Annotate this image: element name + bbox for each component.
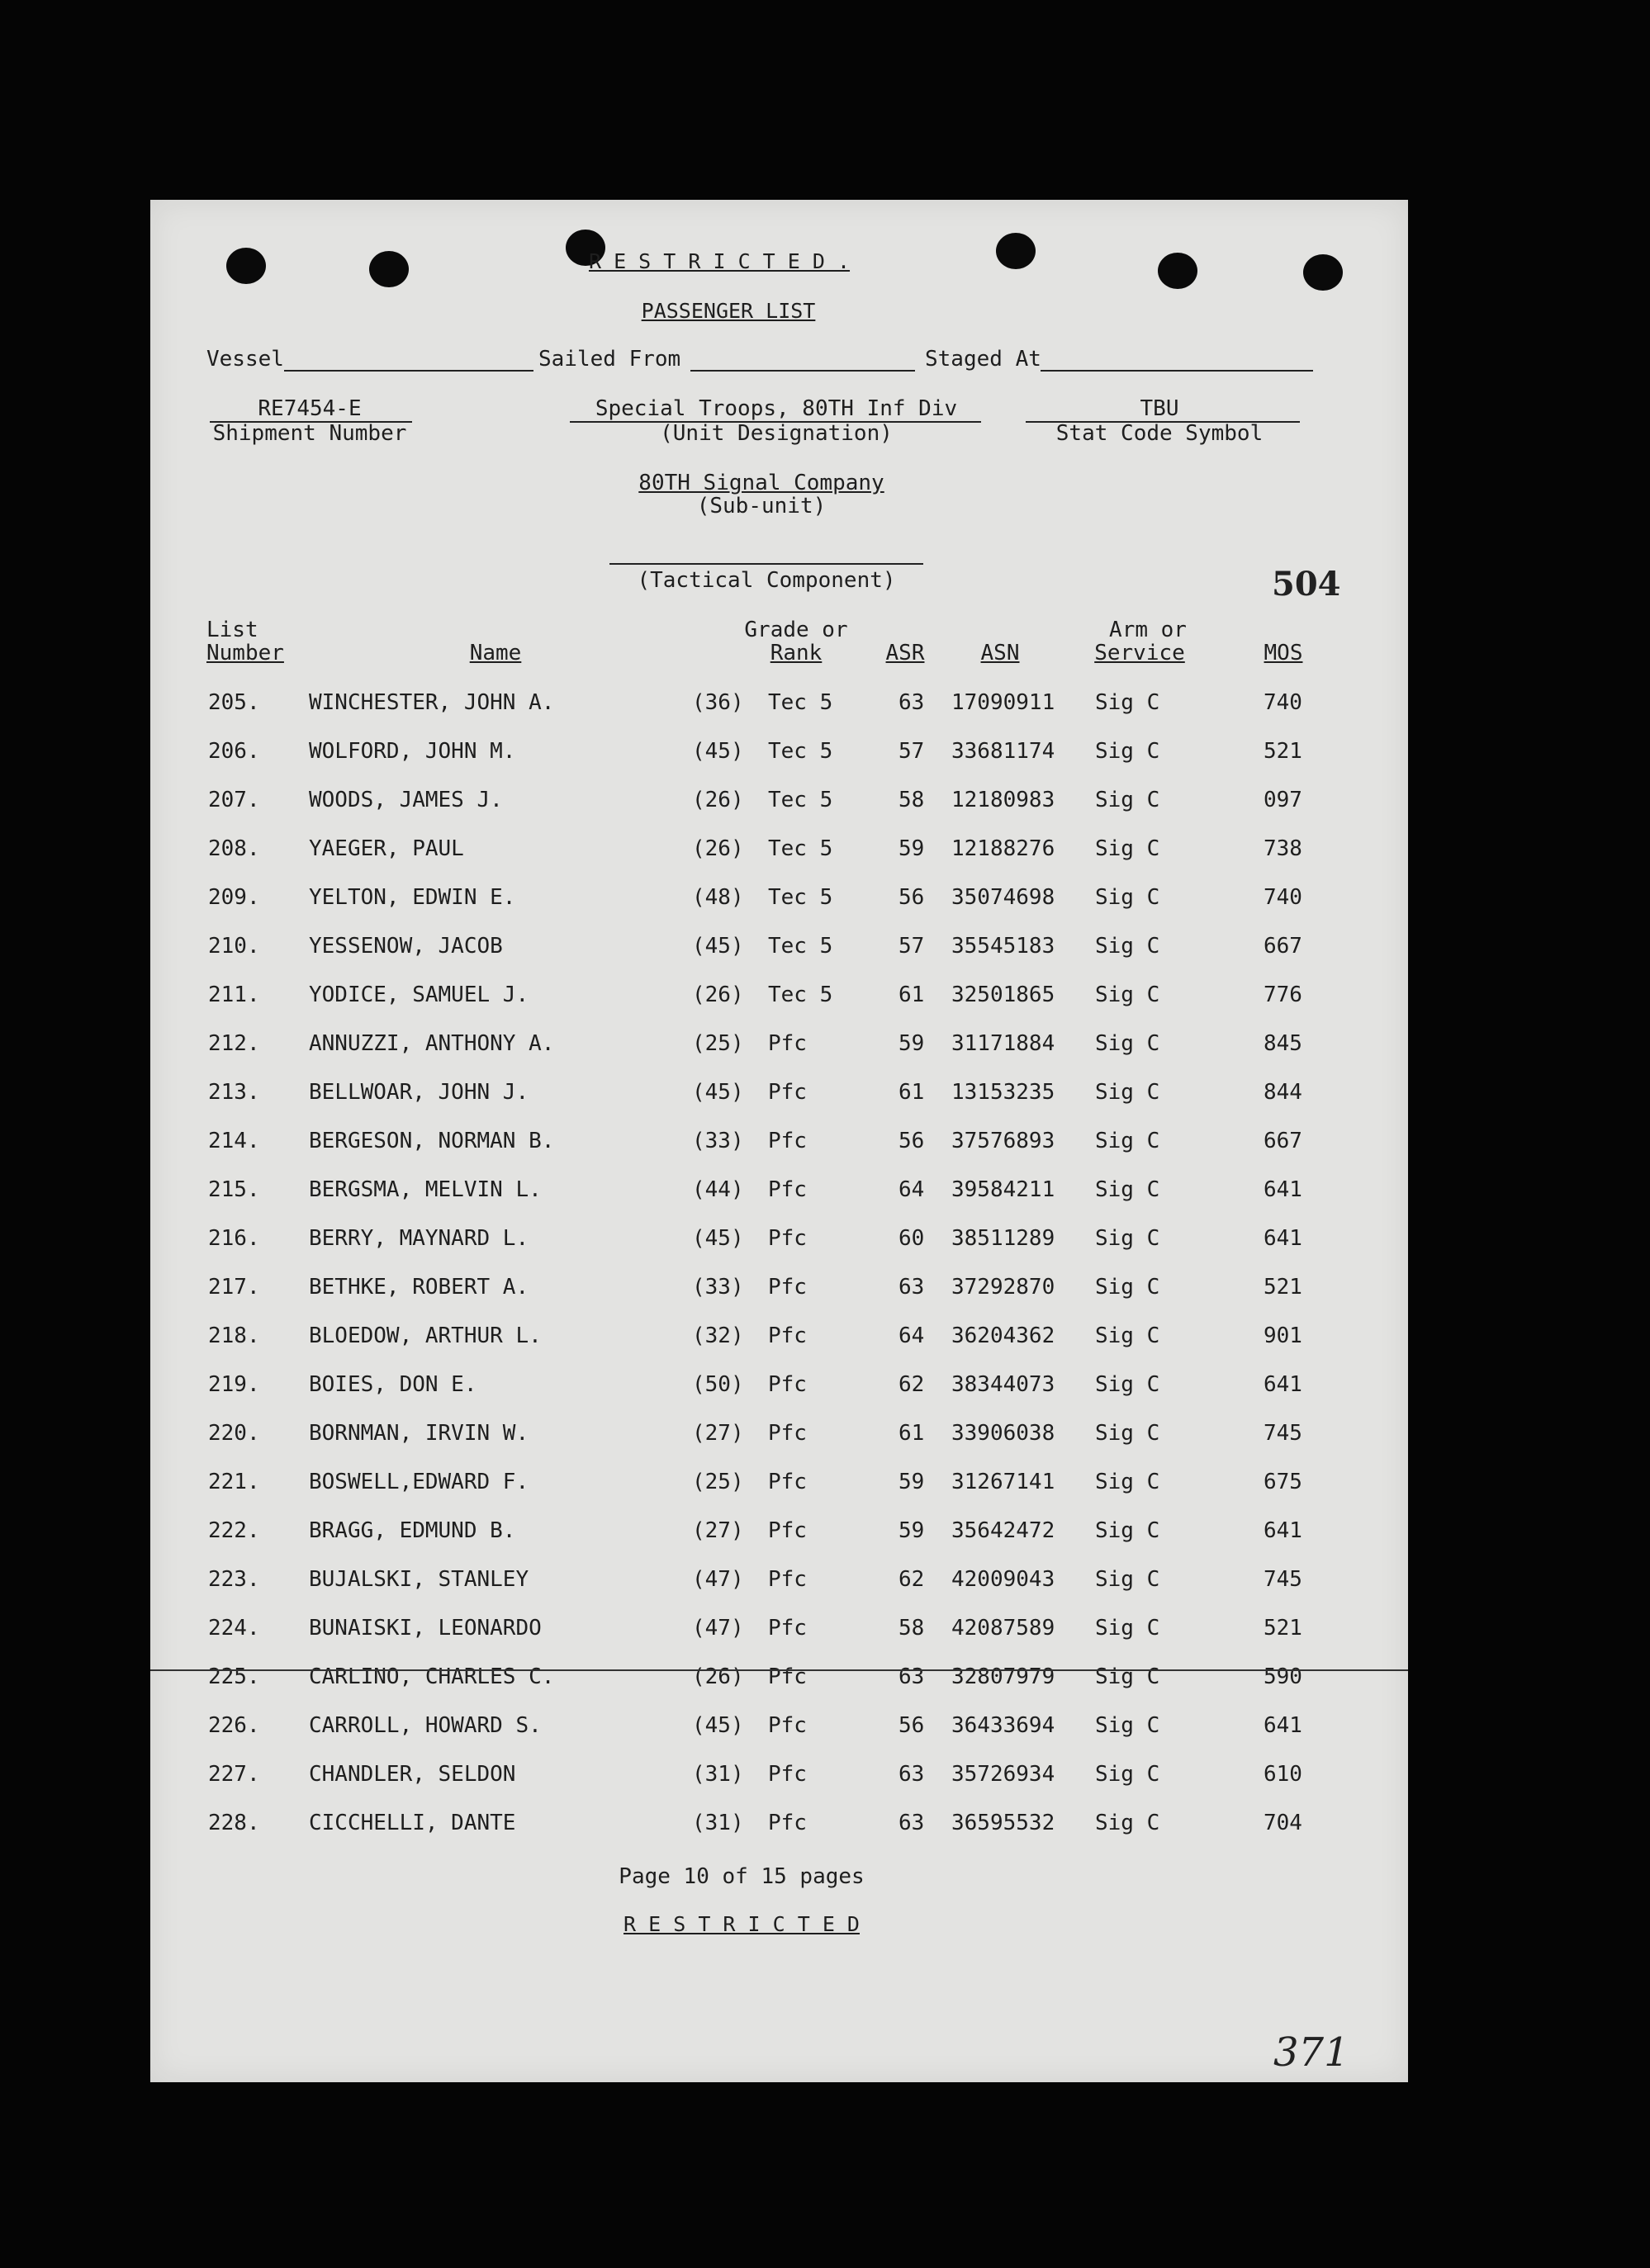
asr: 63 xyxy=(898,1762,925,1787)
passenger-name: WINCHESTER, JOHN A. xyxy=(309,690,555,715)
age: (26) xyxy=(692,836,744,861)
table-row xyxy=(150,934,1408,967)
table-row xyxy=(150,1080,1408,1113)
rank: Pfc xyxy=(768,1031,807,1056)
passenger-name: BERGESON, NORMAN B. xyxy=(309,1129,555,1153)
table-row xyxy=(150,1762,1408,1795)
mos: 901 xyxy=(1264,1323,1302,1348)
list-number: 224. xyxy=(208,1616,260,1641)
asr: 59 xyxy=(898,1518,925,1543)
service: Sig C xyxy=(1095,1129,1160,1153)
passenger-name: CARLINO, CHARLES C. xyxy=(309,1664,555,1689)
table-row xyxy=(150,1811,1408,1844)
mos: 776 xyxy=(1264,982,1302,1007)
asn: 37576893 xyxy=(951,1129,1055,1153)
mos: 590 xyxy=(1264,1664,1302,1689)
age: (44) xyxy=(692,1177,744,1202)
list-number: 214. xyxy=(208,1129,260,1153)
passenger-name: BUNAISKI, LEONARDO xyxy=(309,1616,542,1641)
staged-at-label: Staged At xyxy=(925,347,1041,372)
col-asr: ASR xyxy=(885,641,925,665)
asn: 12188276 xyxy=(951,836,1055,861)
table-row xyxy=(150,1518,1408,1551)
asr: 57 xyxy=(898,739,925,764)
rank: Pfc xyxy=(768,1518,807,1543)
col-grade-2: Rank xyxy=(770,641,823,665)
handwritten-page-number: 371 xyxy=(1273,2029,1349,2076)
passenger-name: YESSENOW, JACOB xyxy=(309,934,503,959)
passenger-name: ANNUZZI, ANTHONY A. xyxy=(309,1031,555,1056)
asn: 17090911 xyxy=(951,690,1055,715)
age: (50) xyxy=(692,1372,744,1397)
asr: 58 xyxy=(898,1616,925,1641)
stat-code-label: Stat Code Symbol xyxy=(1055,421,1264,446)
asr: 56 xyxy=(898,885,925,910)
mos: 641 xyxy=(1264,1177,1302,1202)
asn: 32501865 xyxy=(951,982,1055,1007)
age: (45) xyxy=(692,1713,744,1738)
table-row xyxy=(150,690,1408,723)
service: Sig C xyxy=(1095,1421,1160,1446)
asn: 31171884 xyxy=(951,1031,1055,1056)
asr: 64 xyxy=(898,1177,925,1202)
asn: 13153235 xyxy=(951,1080,1055,1105)
mos: 845 xyxy=(1264,1031,1302,1056)
stat-code: TBU xyxy=(1140,396,1179,421)
asn: 12180983 xyxy=(951,788,1055,812)
age: (45) xyxy=(692,1226,744,1251)
asn: 38511289 xyxy=(951,1226,1055,1251)
asn: 35545183 xyxy=(951,934,1055,959)
list-number: 213. xyxy=(208,1080,260,1105)
mos: 675 xyxy=(1264,1470,1302,1494)
rank: Pfc xyxy=(768,1616,807,1641)
rank: Pfc xyxy=(768,1129,807,1153)
rank: Tec 5 xyxy=(768,982,833,1007)
asr: 63 xyxy=(898,1275,925,1300)
age: (27) xyxy=(692,1518,744,1543)
sailed-from-line xyxy=(690,370,915,372)
asr: 62 xyxy=(898,1567,925,1592)
mos: 641 xyxy=(1264,1372,1302,1397)
asn: 31267141 xyxy=(951,1470,1055,1494)
passenger-name: BUJALSKI, STANLEY xyxy=(309,1567,529,1592)
list-number: 217. xyxy=(208,1275,260,1300)
passenger-name: YODICE, SAMUEL J. xyxy=(309,982,529,1007)
service: Sig C xyxy=(1095,690,1160,715)
table-row xyxy=(150,1323,1408,1357)
punch-hole xyxy=(369,251,409,287)
list-number: 221. xyxy=(208,1470,260,1494)
asn: 36204362 xyxy=(951,1323,1055,1348)
col-mos: MOS xyxy=(1264,641,1303,665)
asr: 61 xyxy=(898,982,925,1007)
punch-hole xyxy=(1158,253,1197,289)
page-count: Page 10 of 15 pages xyxy=(619,1864,865,1889)
passenger-name: BRAGG, EDMUND B. xyxy=(309,1518,516,1543)
asn: 39584211 xyxy=(951,1177,1055,1202)
age: (26) xyxy=(692,982,744,1007)
rank: Pfc xyxy=(768,1664,807,1689)
rank: Tec 5 xyxy=(768,836,833,861)
sub-unit: 80TH Signal Company xyxy=(638,471,884,495)
age: (33) xyxy=(692,1129,744,1153)
age: (45) xyxy=(692,1080,744,1105)
age: (25) xyxy=(692,1470,744,1494)
mos: 097 xyxy=(1264,788,1302,812)
passenger-name: BLOEDOW, ARTHUR L. xyxy=(309,1323,542,1348)
col-name: Name xyxy=(469,641,522,665)
vessel-label: Vessel xyxy=(206,347,284,372)
age: (47) xyxy=(692,1616,744,1641)
service: Sig C xyxy=(1095,1372,1160,1397)
age: (27) xyxy=(692,1421,744,1446)
asr: 61 xyxy=(898,1421,925,1446)
asr: 59 xyxy=(898,836,925,861)
mos: 641 xyxy=(1264,1713,1302,1738)
passenger-name: YAEGER, PAUL xyxy=(309,836,464,861)
service: Sig C xyxy=(1095,1323,1160,1348)
restricted-footer: R E S T R I C T E D xyxy=(623,1912,860,1936)
asr: 63 xyxy=(898,690,925,715)
asr: 59 xyxy=(898,1470,925,1494)
asn: 42009043 xyxy=(951,1567,1055,1592)
mos: 844 xyxy=(1264,1080,1302,1105)
age: (47) xyxy=(692,1567,744,1592)
mos: 745 xyxy=(1264,1421,1302,1446)
list-number: 211. xyxy=(208,982,260,1007)
asr: 57 xyxy=(898,934,925,959)
stamped-page-number: 504 xyxy=(1272,565,1341,604)
service: Sig C xyxy=(1095,1567,1160,1592)
mos: 740 xyxy=(1264,885,1302,910)
asr: 61 xyxy=(898,1080,925,1105)
passenger-name: WOLFORD, JOHN M. xyxy=(309,739,516,764)
asn: 35074698 xyxy=(951,885,1055,910)
age: (32) xyxy=(692,1323,744,1348)
asn: 33906038 xyxy=(951,1421,1055,1446)
mos: 667 xyxy=(1264,1129,1302,1153)
table-row xyxy=(150,1616,1408,1649)
list-number: 220. xyxy=(208,1421,260,1446)
service: Sig C xyxy=(1095,1031,1160,1056)
table-row xyxy=(150,982,1408,1016)
passenger-name: BOSWELL,EDWARD F. xyxy=(309,1470,529,1494)
service: Sig C xyxy=(1095,1664,1160,1689)
restricted-header: R E S T R I C T E D . xyxy=(588,249,851,273)
table-row xyxy=(150,1129,1408,1162)
col-list-number-1: List xyxy=(206,618,258,642)
service: Sig C xyxy=(1095,1226,1160,1251)
service: Sig C xyxy=(1095,739,1160,764)
mos: 521 xyxy=(1264,1275,1302,1300)
table-row xyxy=(150,836,1408,869)
mos: 667 xyxy=(1264,934,1302,959)
shipment-number-label: Shipment Number xyxy=(212,421,407,446)
list-number: 206. xyxy=(208,739,260,764)
rank: Pfc xyxy=(768,1713,807,1738)
table-row xyxy=(150,1470,1408,1503)
table-row xyxy=(150,885,1408,918)
table-row xyxy=(150,1713,1408,1746)
passenger-name: WOODS, JAMES J. xyxy=(309,788,503,812)
passenger-name: YELTON, EDWIN E. xyxy=(309,885,516,910)
list-number: 219. xyxy=(208,1372,260,1397)
service: Sig C xyxy=(1095,836,1160,861)
asn: 35726934 xyxy=(951,1762,1055,1787)
col-arm-1: Arm or xyxy=(1109,618,1187,642)
table-row xyxy=(150,1567,1408,1600)
rank: Tec 5 xyxy=(768,690,833,715)
service: Sig C xyxy=(1095,788,1160,812)
passenger-name: CICCHELLI, DANTE xyxy=(309,1811,516,1835)
list-number: 208. xyxy=(208,836,260,861)
service: Sig C xyxy=(1095,885,1160,910)
service: Sig C xyxy=(1095,934,1160,959)
passenger-name: BORNMAN, IRVIN W. xyxy=(309,1421,529,1446)
sailed-from-label: Sailed From xyxy=(538,347,681,372)
age: (31) xyxy=(692,1762,744,1787)
passenger-name: BERRY, MAYNARD L. xyxy=(309,1226,529,1251)
list-number: 228. xyxy=(208,1811,260,1835)
shipment-number: RE7454-E xyxy=(258,396,362,421)
list-number: 215. xyxy=(208,1177,260,1202)
passenger-name: BERGSMA, MELVIN L. xyxy=(309,1177,542,1202)
service: Sig C xyxy=(1095,1518,1160,1543)
list-number: 218. xyxy=(208,1323,260,1348)
rank: Pfc xyxy=(768,1811,807,1835)
document-title: PASSENGER LIST xyxy=(641,299,816,323)
table-row xyxy=(150,1421,1408,1454)
table-row xyxy=(150,1177,1408,1210)
age: (31) xyxy=(692,1811,744,1835)
asn: 36595532 xyxy=(951,1811,1055,1835)
staged-at-line xyxy=(1041,370,1313,372)
asn: 36433694 xyxy=(951,1713,1055,1738)
list-number: 226. xyxy=(208,1713,260,1738)
mos: 740 xyxy=(1264,690,1302,715)
rank: Tec 5 xyxy=(768,885,833,910)
unit-designation-label: (Unit Designation) xyxy=(660,421,893,446)
sub-unit-label: (Sub-unit) xyxy=(696,494,827,518)
asr: 58 xyxy=(898,788,925,812)
asr: 62 xyxy=(898,1372,925,1397)
service: Sig C xyxy=(1095,1713,1160,1738)
service: Sig C xyxy=(1095,1616,1160,1641)
asr: 63 xyxy=(898,1811,925,1835)
asn: 42087589 xyxy=(951,1616,1055,1641)
age: (45) xyxy=(692,739,744,764)
asr: 63 xyxy=(898,1664,925,1689)
punch-hole xyxy=(1303,254,1343,291)
asr: 59 xyxy=(898,1031,925,1056)
mos: 641 xyxy=(1264,1226,1302,1251)
asr: 56 xyxy=(898,1713,925,1738)
service: Sig C xyxy=(1095,1811,1160,1835)
mos: 745 xyxy=(1264,1567,1302,1592)
service: Sig C xyxy=(1095,1080,1160,1105)
mos: 610 xyxy=(1264,1762,1302,1787)
tactical-component-label: (Tactical Component) xyxy=(637,568,896,593)
mos: 521 xyxy=(1264,739,1302,764)
rank: Pfc xyxy=(768,1421,807,1446)
asr: 64 xyxy=(898,1323,925,1348)
list-number: 207. xyxy=(208,788,260,812)
age: (36) xyxy=(692,690,744,715)
rank: Pfc xyxy=(768,1323,807,1348)
rank: Pfc xyxy=(768,1226,807,1251)
col-grade-1: Grade or xyxy=(744,618,848,642)
age: (48) xyxy=(692,885,744,910)
mos: 738 xyxy=(1264,836,1302,861)
age: (26) xyxy=(692,1664,744,1689)
rank: Pfc xyxy=(768,1372,807,1397)
service: Sig C xyxy=(1095,1177,1160,1202)
punch-hole xyxy=(996,233,1036,269)
tactical-component-line xyxy=(609,563,923,565)
strike-through-line xyxy=(150,1669,1408,1671)
service: Sig C xyxy=(1095,982,1160,1007)
list-number: 209. xyxy=(208,885,260,910)
mos: 521 xyxy=(1264,1616,1302,1641)
list-number: 205. xyxy=(208,690,260,715)
rank: Pfc xyxy=(768,1470,807,1494)
col-asn: ASN xyxy=(980,641,1020,665)
asn: 32807979 xyxy=(951,1664,1055,1689)
list-number: 225. xyxy=(208,1664,260,1689)
service: Sig C xyxy=(1095,1470,1160,1494)
asn: 38344073 xyxy=(951,1372,1055,1397)
age: (25) xyxy=(692,1031,744,1056)
rank: Tec 5 xyxy=(768,739,833,764)
age: (33) xyxy=(692,1275,744,1300)
service: Sig C xyxy=(1095,1762,1160,1787)
table-row xyxy=(150,1275,1408,1308)
age: (45) xyxy=(692,934,744,959)
passenger-name: BETHKE, ROBERT A. xyxy=(309,1275,529,1300)
passenger-name: CARROLL, HOWARD S. xyxy=(309,1713,542,1738)
asr: 56 xyxy=(898,1129,925,1153)
table-row xyxy=(150,1372,1408,1405)
list-number: 212. xyxy=(208,1031,260,1056)
list-number: 210. xyxy=(208,934,260,959)
list-number: 223. xyxy=(208,1567,260,1592)
asn: 37292870 xyxy=(951,1275,1055,1300)
mos: 641 xyxy=(1264,1518,1302,1543)
asn: 35642472 xyxy=(951,1518,1055,1543)
punch-hole xyxy=(226,248,266,284)
rank: Tec 5 xyxy=(768,934,833,959)
list-number: 222. xyxy=(208,1518,260,1543)
list-number: 227. xyxy=(208,1762,260,1787)
list-number: 216. xyxy=(208,1226,260,1251)
passenger-name: BELLWOAR, JOHN J. xyxy=(309,1080,529,1105)
passenger-name: BOIES, DON E. xyxy=(309,1372,477,1397)
rank: Pfc xyxy=(768,1177,807,1202)
document-page xyxy=(150,200,1408,2082)
service: Sig C xyxy=(1095,1275,1160,1300)
asr: 60 xyxy=(898,1226,925,1251)
rank: Pfc xyxy=(768,1080,807,1105)
table-row xyxy=(150,1226,1408,1259)
rank: Pfc xyxy=(768,1567,807,1592)
col-list-number-2: Number xyxy=(206,641,284,665)
rank: Pfc xyxy=(768,1275,807,1300)
col-arm-2: Service xyxy=(1094,641,1185,665)
table-row xyxy=(150,739,1408,772)
vessel-line xyxy=(284,370,533,372)
passenger-name: CHANDLER, SELDON xyxy=(309,1762,516,1787)
unit-designation: Special Troops, 80TH Inf Div xyxy=(595,396,958,421)
asn: 33681174 xyxy=(951,739,1055,764)
table-row xyxy=(150,788,1408,821)
rank: Tec 5 xyxy=(768,788,833,812)
rank: Pfc xyxy=(768,1762,807,1787)
age: (26) xyxy=(692,788,744,812)
mos: 704 xyxy=(1264,1811,1302,1835)
table-row xyxy=(150,1031,1408,1064)
